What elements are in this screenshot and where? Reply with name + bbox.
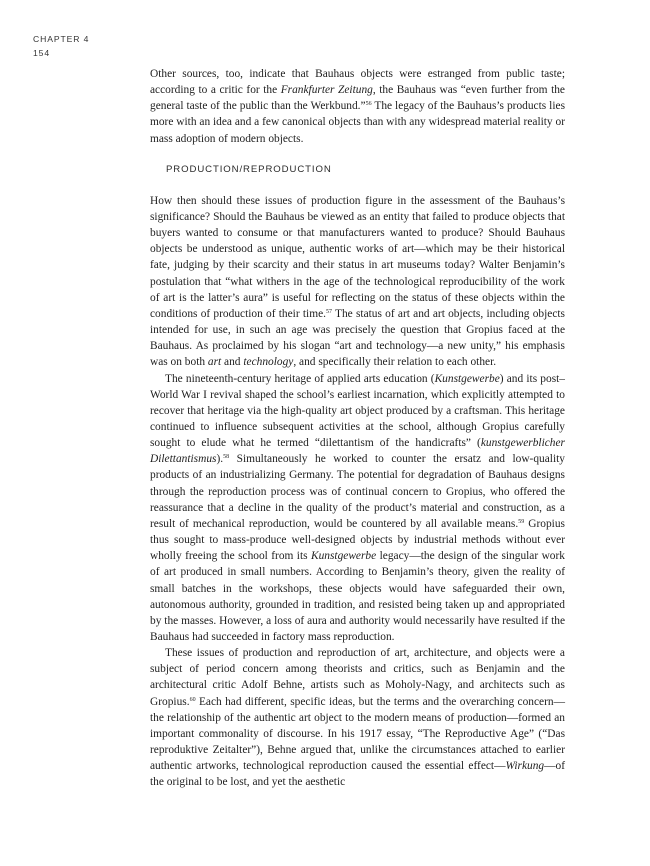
body-text bbox=[150, 66, 565, 791]
paragraph bbox=[150, 371, 565, 646]
page-number: 154 bbox=[33, 48, 51, 58]
text-run: The nineteenth-century heritage of applied arts education ( bbox=[165, 372, 435, 385]
text-run: ) and its post–World War I revival shaped the school’s earliest incarnation, which explicitly attempted to recover that heritage via the high-quality art object produced by a craftsman. This heritage continued to influence subsequent activities at the school, although Gropius carefully sought to elude what he termed “dilettantism of the handicrafts” ( bbox=[150, 372, 565, 450]
footnote-marker: 58 bbox=[223, 454, 230, 461]
paragraph bbox=[150, 645, 565, 790]
paragraph bbox=[150, 193, 565, 371]
footnote-marker: 57 bbox=[325, 308, 332, 315]
italic-term: Frankfurter Zeitung bbox=[280, 84, 373, 97]
italic-term: Wirkung bbox=[505, 760, 545, 773]
text-run: , and specifically their relation to each other. bbox=[293, 356, 497, 369]
text-run: —of the original to be lost, and yet the aesthetic bbox=[150, 760, 565, 789]
text-run: The legacy of the Bauhaus’s products lies more with an idea and a few canonical objects than with any widespread material reality or mass adoption of modern objects. bbox=[150, 100, 565, 145]
text-run: Gropius thus sought to mass-produce well-designed objects by industrial methods without ever wholly freeing the school from its bbox=[150, 517, 565, 563]
italic-term: Kunstgewerbe bbox=[310, 550, 377, 563]
text-run: legacy—the design of the singular work of art produced in small numbers. According to Benjamin’s theory, given the reality of small batches in the workshops, these objects would have safeguarded their own, autonomous authority, grounded in tradition, and resisted being taken up and appropriated by the masses. However, a loss of aura and authority would necessarily have resulted if the Bauhaus had succeeded in factory mass reproduction. bbox=[150, 550, 565, 643]
italic-term: kunstgewerblicher Dilettantismus bbox=[150, 437, 565, 466]
text-run: ). bbox=[216, 453, 224, 466]
text-run: and bbox=[221, 356, 244, 369]
text-run: These issues of production and reproduction of art, architecture, and objects were a subject of period concern among theorists and critics, such as Benjamin and the architectural critic Adolf Behne, artists such as Moholy-Nagy, and architects such as Gropius. bbox=[150, 647, 565, 708]
footnote-marker: 59 bbox=[518, 518, 525, 525]
text-run: Each had different, specific ideas, but the terms and the overarching concern—the relationship of the authentic art object to the modern means of production—formed an important commonality of discourse. In his 1917 essay, “The Reproductive Age” (“Das reproduktive Zeitalter”), Behne argued that, unlike the circumstances attached to earlier authentic artworks, technological reproduction caused the essential effect— bbox=[150, 695, 565, 773]
footnote-marker: 60 bbox=[189, 696, 196, 703]
text-run: The status of art and art objects, including objects intended for use, in such an age was precisely the question that Gropius faced at the Bauhaus. As proclaimed by his slogan “art and technology—a new unity,” his emphasis was on both bbox=[150, 307, 565, 369]
text-run: Other sources, too, indicate that Bauhaus objects were estranged from public taste; according to a critic for the bbox=[150, 68, 565, 97]
italic-term: art bbox=[207, 356, 222, 369]
text-run: Simultaneously he worked to counter the ersatz and low-quality products of an industrializing Germany. The potential for degradation of Bauhaus designs through the reproduction process was of continual concern to Gropius, who offered the reassurance that a decline in the quality of the product’s material and construction, as a result of mechanical reproduction, would be countered by all available means. bbox=[150, 453, 565, 530]
chapter-label: CHAPTER 4 bbox=[33, 34, 90, 44]
text-run: , the Bauhaus was “even further from the general taste of the public than the Werkbund.” bbox=[150, 84, 565, 113]
italic-term: technology bbox=[243, 356, 294, 369]
footnote-marker: 56 bbox=[365, 101, 372, 108]
paragraph bbox=[150, 66, 565, 147]
text-run: How then should these issues of production figure in the assessment of the Bauhaus’s significance? Should the Bauhaus be viewed as an entity that failed to produce objects that buyers wanted to consume or that manufacturers wanted to produce? Should Bauhaus objects be understood as unique, authentic works of art—which may be their historical fate, judging by their scarcity and their status in art museums today? Walter Benjamin’s postulation that “what withers in the age of the technological reproducibility of the work of art is the latter’s aura” is useful for reflecting on the status of these objects within the conditions of production of their time. bbox=[150, 194, 565, 320]
section-heading: PRODUCTION/REPRODUCTION bbox=[166, 163, 332, 175]
running-head bbox=[33, 32, 89, 60]
italic-term: Kunstgewerbe bbox=[434, 372, 500, 385]
